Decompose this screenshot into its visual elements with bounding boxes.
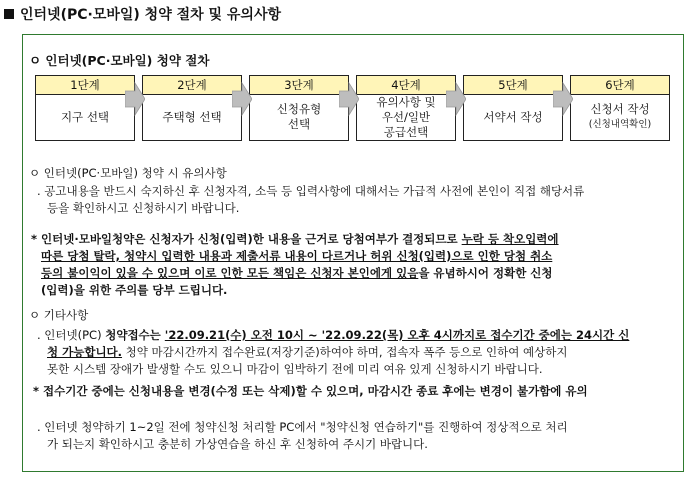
underlined-text: 따른 당첨 탈락, 청약시 입력한 내용과 제출서류 내용이 다르거나 허위 신청(입력)으로 인한 당첨 취소: [41, 249, 553, 263]
step-text: [571, 95, 669, 139]
step-text-sub: (신청내역확인): [588, 119, 652, 130]
step-text-main: 신청유형 선택: [276, 102, 322, 131]
step-label: 4단계: [357, 76, 455, 95]
content-frame: [22, 34, 684, 472]
text-line: . 공고내용을 반드시 숙지하신 후 신청자격, 소득 등 입력사항에 대해서는 가급적 사전에 본인이 직접 해당서류: [37, 184, 585, 198]
step-label: 3단계: [250, 76, 348, 95]
etc-item-2: [37, 419, 683, 453]
square-bullet-icon: [4, 9, 14, 19]
etc-item-1: [37, 327, 683, 378]
etc-warning: * 접수기간 중에는 신청내용을 변경(수정 또는 삭제)할 수 있으며, 마감시간 종료 후에는 변경이 불가함에 유의: [33, 384, 588, 398]
step-text: [357, 95, 455, 139]
page-title-text: 인터넷(PC·모바일) 청약 절차 및 유의사항: [20, 7, 282, 23]
text-span: * 인터넷·모바일청약은 신청자가 신청(입력)한 내용을 근거로 당첨여부가 결정되므로: [31, 232, 462, 246]
step-2: [142, 75, 242, 141]
step-text-main: 지구 선택: [60, 109, 110, 124]
text-line: 등을 확인하시고 신청하시기 바랍니다.: [47, 201, 240, 215]
text-line: . 인터넷 청약하기 1~2일 전에 청약신청 처리할 PC에서 "청약신청 연습하기"를 진행하여 정상적으로 처리: [37, 420, 568, 434]
step-text: [250, 95, 348, 139]
step-1: [35, 75, 135, 141]
step-label: 2단계: [143, 76, 241, 95]
text-span: 청약접수는: [105, 328, 165, 342]
step-text-main: 신청서 작성: [590, 102, 650, 116]
step-4: [356, 75, 456, 141]
step-text: [143, 95, 241, 139]
step-text-main: 유의사항 및 우선/일반 공급선택: [376, 94, 436, 139]
arrow-right-icon: [125, 81, 145, 117]
text-line: 못한 시스템 장애가 발생할 수도 있으니 마감이 임박하기 전에 미리 여유 있게 신청하시기 바랍니다.: [47, 362, 543, 376]
arrow-right-icon: [339, 81, 359, 117]
step-text: [36, 95, 134, 139]
step-5: [463, 75, 563, 141]
step-text-main: 주택형 선택: [162, 109, 222, 124]
cautions-item-1: [37, 183, 683, 217]
text-line: 가 되는지 확인하시고 충분히 가상연습을 하신 후 신청하여 주시기 바랍니다.: [47, 437, 428, 451]
step-text: [464, 95, 562, 139]
text-span: 을 유념하시어 정확한 신청: [418, 266, 553, 280]
underlined-text: 등의 불이익이 있을 수 있으며 이로 인한 모든 책임은 신청자 본인에게 있음: [41, 266, 419, 280]
procedure-heading: ㅇ 인터넷(PC·모바일) 청약 절차: [29, 53, 210, 68]
text-line: (입력)을 위한 주의를 당부 드립니다.: [41, 283, 228, 297]
underlined-text: '22.09.21(수) 오전 10시 ~ '22.09.22(목) 오후 4시까지로 접수기간 중에는 24시간 신: [164, 328, 630, 342]
cautions-warning: [31, 231, 683, 299]
cautions-heading: ㅇ 인터넷(PC·모바일) 청약 시 유의사항: [29, 166, 227, 180]
arrow-right-icon: [232, 81, 252, 117]
step-label: 1단계: [36, 76, 134, 95]
page-title: [4, 4, 281, 24]
step-label: 5단계: [464, 76, 562, 95]
text-span: 청약 마감시간까지 접수완료(저장기준)하여야 하며, 접속자 폭주 등으로 인하여 예상하지: [122, 345, 568, 359]
text-span: . 인터넷(PC): [37, 328, 106, 342]
arrow-right-icon: [446, 81, 466, 117]
underlined-text: 청 가능합니다.: [47, 345, 123, 359]
step-label: 6단계: [571, 76, 669, 95]
step-3: [249, 75, 349, 141]
step-6: [570, 75, 670, 141]
etc-heading: ㅇ 기타사항: [29, 308, 89, 322]
underlined-text: 누락 등 착오입력에: [461, 232, 559, 246]
step-text-main: 서약서 작성: [483, 109, 543, 124]
arrow-right-icon: [553, 81, 573, 117]
